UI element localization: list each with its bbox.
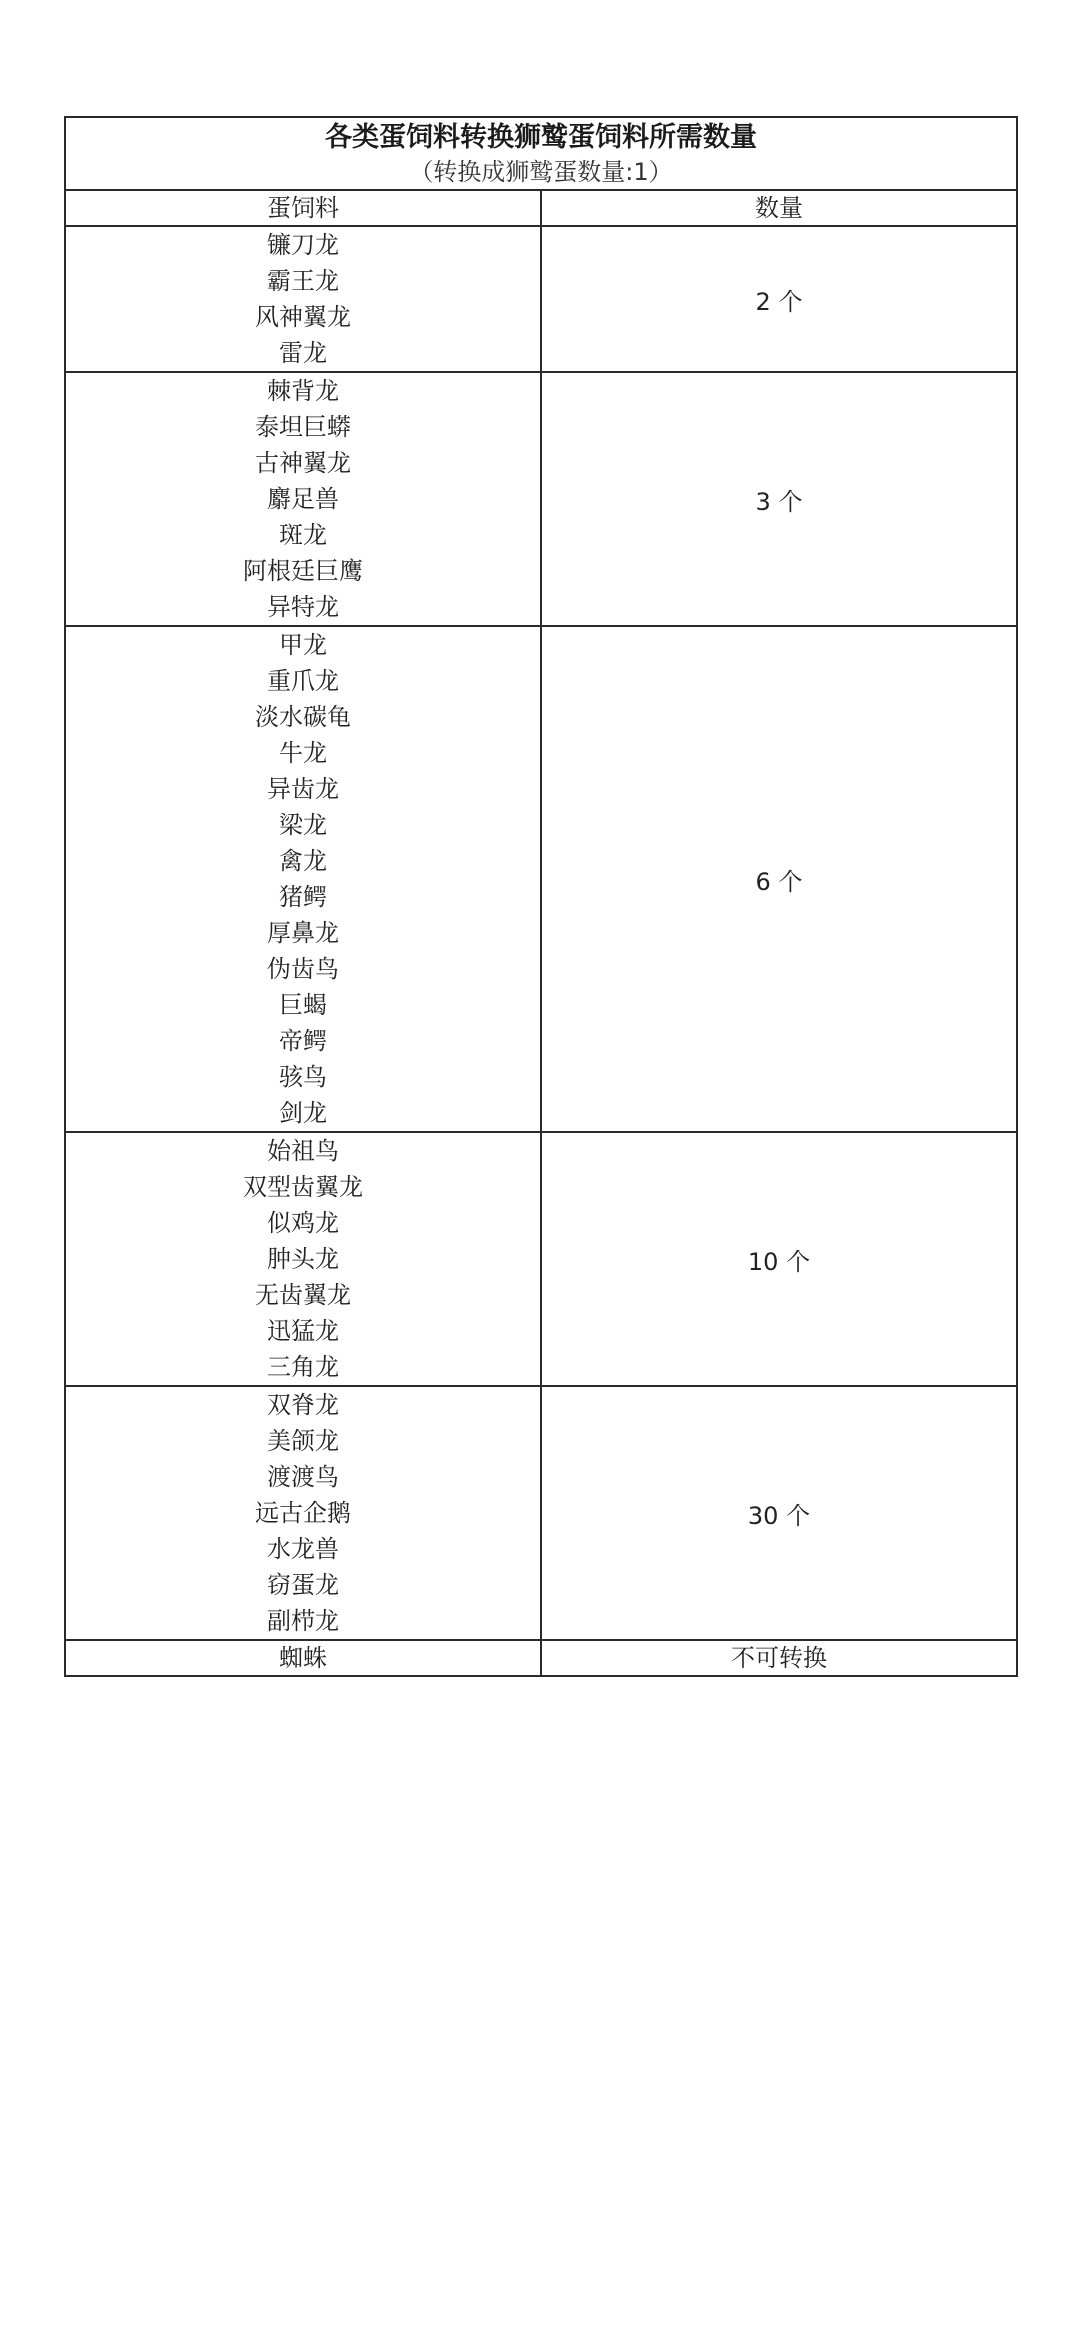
last-row-quantity: 不可转换	[541, 1640, 1017, 1676]
egg-feed-name: 伪齿鸟	[267, 955, 339, 983]
egg-feed-name: 重爪龙	[267, 667, 339, 695]
header-quantity: 数量	[541, 190, 1017, 226]
document	[64, 116, 1018, 1677]
egg-feed-name: 棘背龙	[267, 377, 339, 405]
egg-feed-name: 霸王龙	[267, 267, 339, 295]
egg-feed-list	[66, 373, 540, 625]
egg-feed-name: 窃蛋龙	[267, 1571, 339, 1599]
egg-feed-list	[66, 1133, 540, 1385]
egg-feed-list	[66, 227, 540, 371]
egg-feed-name: 麝足兽	[267, 485, 339, 513]
quantity-cell: 10 个	[541, 1132, 1017, 1386]
egg-feed-name: 帝鳄	[279, 1027, 327, 1055]
egg-feed-name: 美颌龙	[267, 1427, 339, 1455]
egg-feed-name: 牛龙	[279, 739, 327, 767]
egg-feed-name: 剑龙	[279, 1099, 327, 1127]
table-body	[65, 226, 1017, 1640]
table-row	[65, 1132, 1017, 1386]
conversion-table	[64, 116, 1018, 1677]
egg-feed-name: 迅猛龙	[267, 1317, 339, 1345]
egg-feed-name: 远古企鹅	[255, 1499, 351, 1527]
quantity-cell: 6 个	[541, 626, 1017, 1132]
egg-feed-name: 甲龙	[279, 631, 327, 659]
egg-feed-name: 巨蝎	[279, 991, 327, 1019]
title-row	[65, 117, 1017, 190]
egg-feed-name: 无齿翼龙	[255, 1281, 351, 1309]
egg-feed-list	[66, 627, 540, 1131]
egg-feed-name: 副栉龙	[267, 1607, 339, 1635]
egg-feed-cell	[65, 226, 541, 372]
table-row	[65, 1386, 1017, 1640]
header-row	[65, 190, 1017, 226]
egg-feed-name: 双型齿翼龙	[243, 1173, 363, 1201]
egg-feed-name: 禽龙	[279, 847, 327, 875]
table-row	[65, 372, 1017, 626]
egg-feed-name: 阿根廷巨鹰	[243, 557, 363, 585]
egg-feed-name: 骇鸟	[279, 1063, 327, 1091]
table-row	[65, 226, 1017, 372]
last-row-name: 蜘蛛	[65, 1640, 541, 1676]
table-subtitle: （转换成狮鹫蛋数量:1）	[409, 157, 673, 186]
egg-feed-name: 雷龙	[279, 339, 327, 367]
egg-feed-name: 水龙兽	[267, 1535, 339, 1563]
egg-feed-name: 风神翼龙	[255, 303, 351, 331]
title-cell	[65, 117, 1017, 190]
egg-feed-name: 双脊龙	[267, 1391, 339, 1419]
egg-feed-name: 猪鳄	[279, 883, 327, 911]
egg-feed-name: 渡渡鸟	[267, 1463, 339, 1491]
egg-feed-cell	[65, 1386, 541, 1640]
egg-feed-cell	[65, 626, 541, 1132]
quantity-cell: 2 个	[541, 226, 1017, 372]
egg-feed-list	[66, 1387, 540, 1639]
egg-feed-name: 镰刀龙	[267, 231, 339, 259]
quantity-cell: 30 个	[541, 1386, 1017, 1640]
egg-feed-name: 厚鼻龙	[267, 919, 339, 947]
egg-feed-name: 古神翼龙	[255, 449, 351, 477]
egg-feed-name: 梁龙	[279, 811, 327, 839]
egg-feed-cell	[65, 372, 541, 626]
egg-feed-cell	[65, 1132, 541, 1386]
quantity-cell: 3 个	[541, 372, 1017, 626]
egg-feed-name: 异齿龙	[267, 775, 339, 803]
table-title: 各类蛋饲料转换狮鹫蛋饲料所需数量	[325, 121, 757, 153]
egg-feed-name: 肿头龙	[267, 1245, 339, 1273]
egg-feed-name: 斑龙	[279, 521, 327, 549]
egg-feed-name: 异特龙	[267, 593, 339, 621]
egg-feed-name: 泰坦巨蟒	[255, 413, 351, 441]
egg-feed-name: 似鸡龙	[267, 1209, 339, 1237]
egg-feed-name: 三角龙	[267, 1353, 339, 1381]
table-row	[65, 626, 1017, 1132]
egg-feed-name: 淡水碳龟	[255, 703, 351, 731]
header-egg-feed: 蛋饲料	[65, 190, 541, 226]
egg-feed-name: 始祖鸟	[267, 1137, 339, 1165]
table-row-last	[65, 1640, 1017, 1676]
